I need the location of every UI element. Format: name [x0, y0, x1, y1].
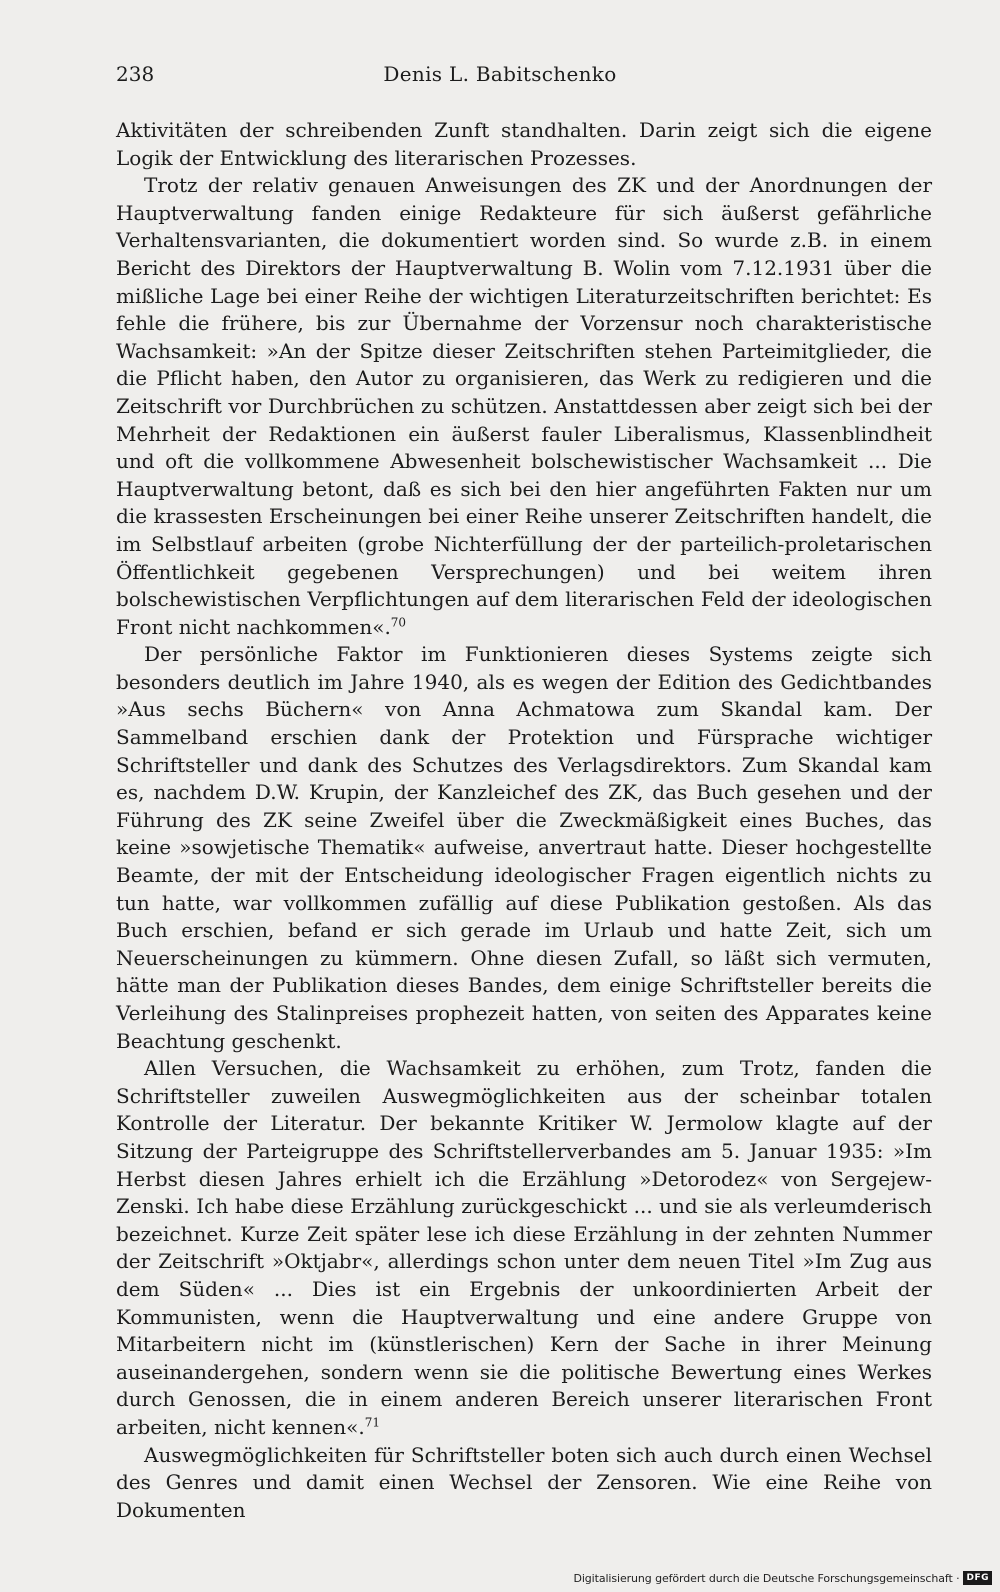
paragraph: [116, 172, 932, 641]
page-number: 238: [116, 62, 155, 86]
paragraph: [116, 641, 932, 1055]
footer-text: Digitalisierung gefördert durch die Deutsche Forschungsgemeinschaft ·: [573, 1571, 960, 1585]
paragraph-text: Der persönliche Faktor im Funktionieren dieses Systems zeigte sich besonders deutlich im Jahre 1940, als es wegen der Edition des Gedichtbandes »Aus sechs Büchern« von Anna Achmatowa zum Skandal kam. Der Sammelband erschien dank der Protektion und Fürsprache wichtiger Schriftsteller und dank des Schutzes des Verlagsdirektors. Zum Skandal kam es, nachdem D.W. Krupin, der Kanzleichef des ZK, das Buch gesehen und der Führung des ZK seine Zweifel über die Zweckmäßigkeit eines Buches, das keine »sowjetische Thematik« aufweise, anvertraut hatte. Dieser hochgestellte Beamte, der mit der Entscheidung ideologischer Fragen eigentlich nichts zu tun hatte, war vollkommen zufällig auf diese Publikation gestoßen. Als das Buch erschien, befand er sich gerade im Urlaub und hatte Zeit, sich um Neuerscheinungen zu kümmern. Ohne diesen Zufall, so läßt sich vermuten, hätte man der Publikation dieses Bandes, dem einige Schriftsteller bereits die Verleihung des Stalinpreises prophezeit hatten, von seiten des Apparates keine Beachtung geschenkt.: [116, 642, 932, 1053]
paragraph: [116, 1055, 932, 1441]
body-text: [116, 117, 932, 1524]
running-head: Denis L. Babitschenko: [383, 62, 617, 86]
paragraph-text: Trotz der relativ genauen Anweisungen des ZK und der Anordnungen der Hauptverwaltung fanden einige Redakteure für sich äußerst gefährliche Verhaltensvarianten, die dokumentiert worden sind. So wurde z.B. in einem Bericht des Direktors der Hauptverwaltung B. Wolin vom 7.12.1931 über die mißliche Lage bei einer Reihe der wichtigen Literaturzeitschriften berichtet: Es fehle die frühere, bis zur Übernahme der Vorzensur noch charakteristische Wachsamkeit: »An der Spitze dieser Zeitschriften stehen Parteimitglieder, die die Pflicht haben, den Autor zu organisieren, das Werk zu redigieren und die Zeitschrift vor Durchbrüchen zu schützen. Anstattdessen aber zeigt sich bei der Mehrheit der Redaktionen ein äußerst fauler Liberalismus, Klassenblindheit und oft die vollkommene Abwesenheit bolschewistischer Wachsamkeit ... Die Hauptverwaltung betont, daß es sich bei den hier angeführten Fakten nur um die krassesten Erscheinungen bei einer Reihe unserer Zeitschriften handelt, die im Selbstlauf arbeiten (grobe Nichterfüllung der der parteilich-proletarischen Öffentlichkeit gegebenen Versprechungen) und bei weitem ihren bolschewistischen Verpflichtungen auf dem literarischen Feld der ideologischen Front nicht nachkommen«.: [116, 173, 932, 639]
paragraph: [116, 117, 932, 172]
digitization-footer: [573, 1569, 992, 1587]
dfg-logo: DFG: [963, 1571, 992, 1585]
paragraph-text: Auswegmöglichkeiten für Schriftsteller boten sich auch durch einen Wechsel des Genres und damit einen Wechsel der Zensoren. Wie eine Reihe von Dokumenten: [116, 1442, 932, 1522]
footnote-marker[interactable]: 70: [390, 615, 407, 630]
paragraph-text: Allen Versuchen, die Wachsamkeit zu erhöhen, zum Trotz, fanden die Schriftsteller zuweilen Auswegmöglichkeiten aus der scheinbar totalen Kontrolle der Literatur. Der bekannte Kritiker W. Jermolow klagte auf der Sitzung der Parteigruppe des Schriftstellerverbandes am 5. Januar 1935: »Im Herbst diesen Jahres erhielt ich die Erzählung »Detorodez« von Sergejew-Zenski. Ich habe diese Erzählung zurückgeschickt ... und sie als verleumderisch bezeichnet. Kurze Zeit später lese ich diese Erzählung in der zehnten Nummer der Zeitschrift »Oktjabr«, allerdings schon unter dem neuen Titel »Im Zug aus dem Süden« ... Dies ist ein Ergebnis der unkoordinierten Arbeit der Kommunisten, wenn die Hauptverwaltung und eine andere Gruppe von Mitarbeitern nicht im (künstlerischen) Kern der Sache in ihrer Meinung auseinandergehen, sondern wenn sie die politische Bewertung eines Werkes durch Genossen, die in einem anderen Bereich unserer literarischen Front arbeiten, nicht kennen«.: [116, 1056, 932, 1439]
footnote-marker[interactable]: 71: [364, 1415, 381, 1430]
paragraph-text: Aktivitäten der schreibenden Zunft standhalten. Darin zeigt sich die eigene Logik der Entwicklung des literarischen Prozesses.: [116, 118, 932, 170]
paragraph: [116, 1442, 932, 1525]
